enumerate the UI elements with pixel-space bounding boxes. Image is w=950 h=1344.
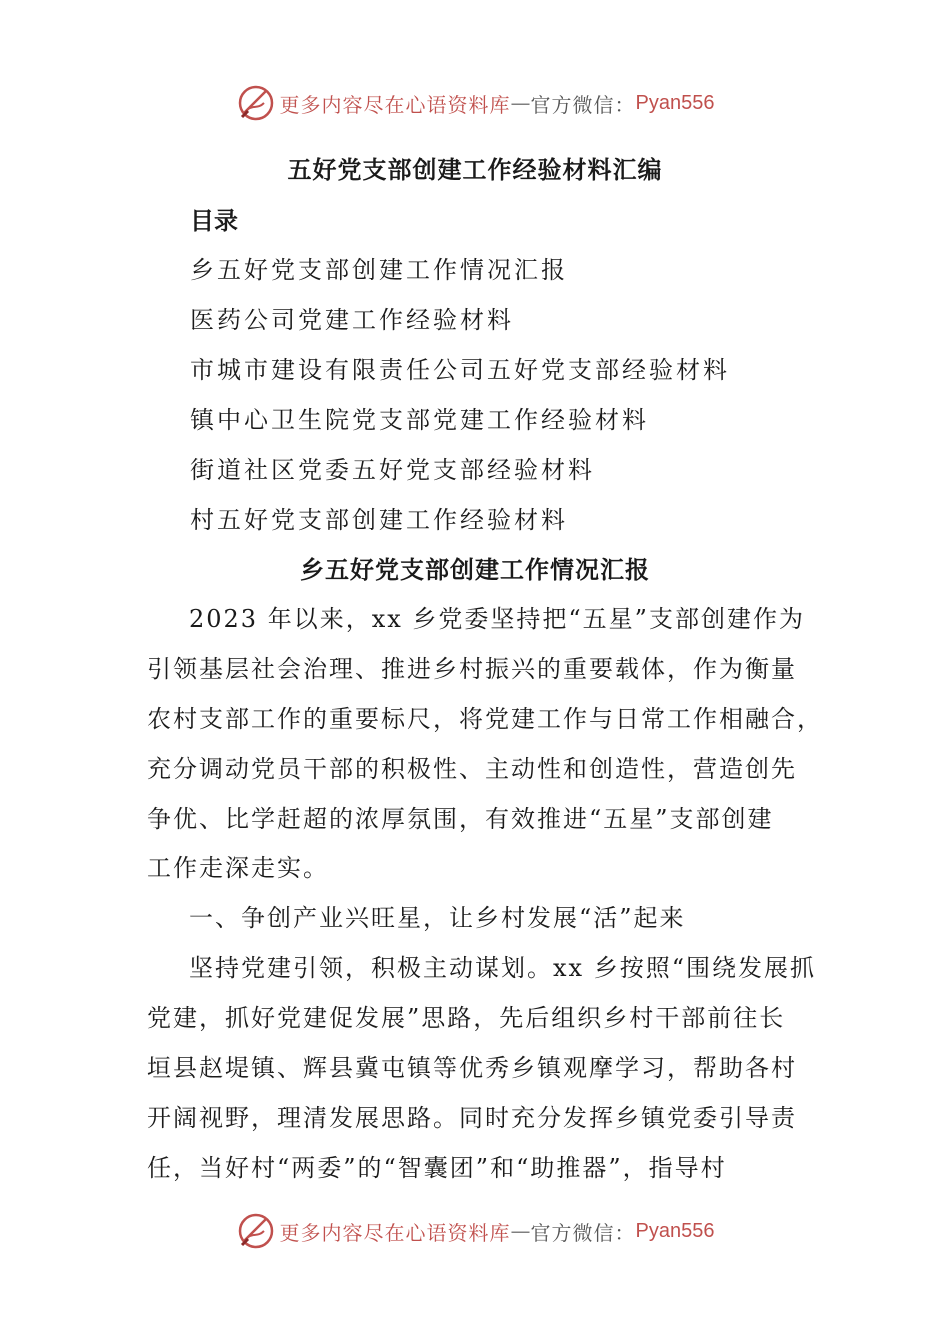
toc-item: 乡五好党支部创建工作情况汇报 — [190, 256, 568, 284]
text-line: 农村支部工作的重要标尺，将党建工作与日常工作相融合， — [147, 704, 823, 733]
pen-logo-icon — [236, 83, 276, 123]
text-line: 2023 年以来，xx 乡党委坚持把“五星”支部创建作为 — [189, 605, 805, 633]
text-line: 工作走深走实。 — [147, 854, 329, 883]
text-line: 充分调动党员干部的积极性、主动性和创造性，营造创先 — [147, 754, 797, 783]
toc-heading: 目录 — [190, 207, 238, 235]
table-of-contents — [190, 245, 730, 545]
text-line: 争优、比学赶超的浓厚氛围，有效推进“五星”支部创建 — [147, 804, 774, 833]
subheading-line: 一、争创产业兴旺星，让乡村发展“活”起来 — [189, 904, 686, 933]
pen-logo-icon — [236, 1211, 276, 1251]
body-text — [147, 595, 823, 1194]
banner-wechat-label: 官方微信： — [530, 92, 636, 117]
header-banner — [0, 80, 950, 126]
banner-text: 更多内容尽在心语资料库 — [279, 92, 511, 117]
toc-item: 村五好党支部创建工作经验材料 — [190, 506, 568, 534]
text-line: 任，当好村“两委”的“智囊团”和“助推器”，指导村 — [147, 1153, 727, 1182]
document-title: 五好党支部创建工作经验材料汇编 — [287, 156, 663, 184]
banner-wechat-id: Pyan556 — [635, 91, 715, 114]
toc-item: 市城市建设有限责任公司五好党支部经验材料 — [190, 356, 730, 384]
banner-dash: — — [510, 91, 531, 115]
banner-text: 更多内容尽在心语资料库 — [279, 1220, 511, 1245]
text-line: 开阔视野，理清发展思路。同时充分发挥乡镇党委引导责 — [147, 1103, 797, 1132]
section-title: 乡五好党支部创建工作情况汇报 — [300, 556, 650, 584]
banner-dash: — — [510, 1219, 531, 1243]
footer-banner — [0, 1208, 950, 1254]
banner-wechat-label: 官方微信： — [530, 1220, 636, 1245]
text-line: 垣县赵堤镇、辉县冀屯镇等优秀乡镇观摩学习，帮助各村 — [147, 1054, 797, 1083]
text-line: 党建，抓好党建促发展”思路，先后组织乡村干部前往长 — [147, 1004, 786, 1033]
text-line: 引领基层社会治理、推进乡村振兴的重要载体，作为衡量 — [147, 654, 797, 683]
toc-item: 医药公司党建工作经验材料 — [190, 306, 514, 334]
banner-wechat-id: Pyan556 — [635, 1219, 715, 1242]
toc-item: 街道社区党委五好党支部经验材料 — [190, 456, 595, 484]
text-line: 坚持党建引领，积极主动谋划。xx 乡按照“围绕发展抓 — [189, 954, 816, 983]
toc-item: 镇中心卫生院党支部党建工作经验材料 — [190, 406, 649, 434]
